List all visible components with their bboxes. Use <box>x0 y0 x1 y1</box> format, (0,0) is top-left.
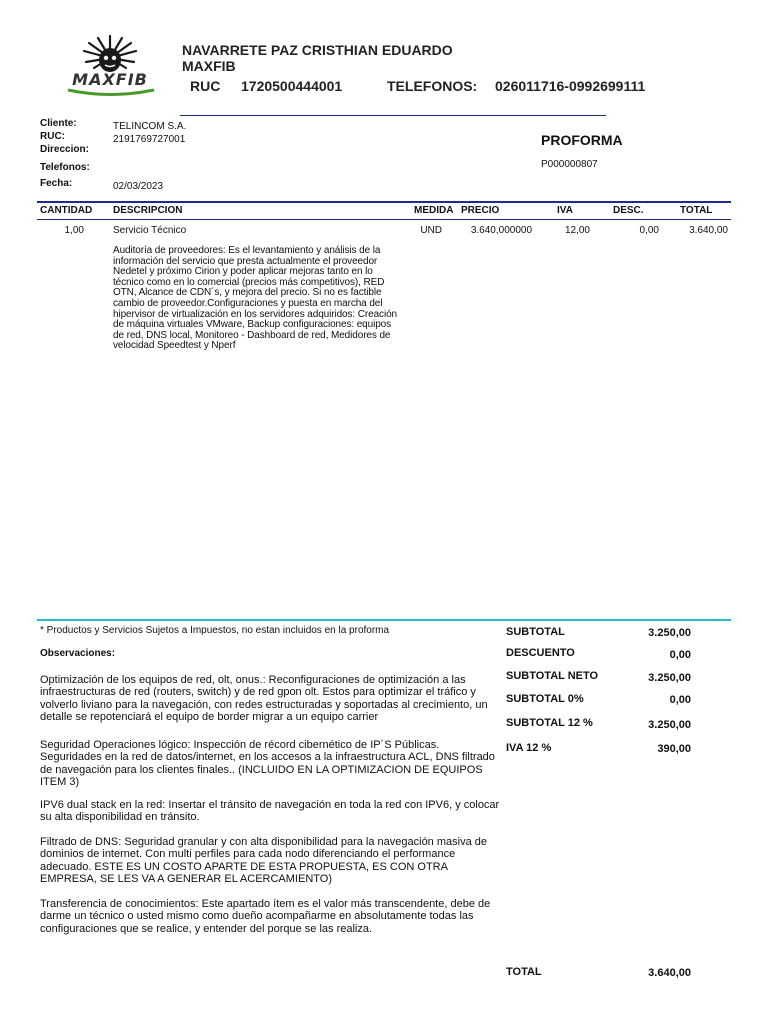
document-title: PROFORMA <box>541 132 623 148</box>
ruc-client-label: RUC: <box>40 131 65 142</box>
col-precio: PRECIO <box>461 205 500 216</box>
row-total: 3.640,00 <box>689 225 728 236</box>
subtotal-neto-label: SUBTOTAL NETO <box>506 670 599 682</box>
cliente-value: TELINCOM S.A. <box>113 121 187 132</box>
row-medida: UND <box>420 225 442 236</box>
subtotal-0-value: 0,00 <box>669 694 691 706</box>
logo-wordmark: MAXFIB <box>72 70 148 89</box>
col-medida: MEDIDA <box>414 205 454 216</box>
fecha-value: 02/03/2023 <box>113 181 164 192</box>
ruc-label: RUC <box>190 78 221 94</box>
ruc-client-value: 2191769727001 <box>113 134 186 145</box>
ruc-value: 1720500444001 <box>241 78 343 94</box>
footer-rule <box>37 619 731 621</box>
observacion-1: Optimización de los equipos de red, olt, onus.: Reconfiguraciones de optimización a las infraestructuras de red (routers, switch) y de red gpon olt. Estos para optimizar el tráfico y volverlo liviano para la navegación, con redes estructuradas y soportadas al crecimiento, un detalle se repotenciará el equipo de border migrar a un equipo carrier <box>40 674 488 724</box>
subtotal-12-value: 3.250,00 <box>648 719 691 731</box>
col-total: TOTAL <box>680 205 713 216</box>
col-descripcion: DESCRIPCION <box>113 205 183 216</box>
row-detail-text: Auditoría de proveedores: Es el levantamiento y análisis de la información del servicio que presta actualmente el proveedor Nedetel y próximo Cirion y poder aplicar mejoras tanto en lo técnico como en lo comercial (precios más competitivos), RED OTN, Alcance de CDN´s, y mejora del precio. Si no es factible cambio de proveedor.Configuraciones y puesta en marcha del hipervisor de virtualización en los servidores adquiridos: Creación de máquina virtuales VMware, Backup configuraciones: equipos de red, DNS local, Monitoreo - Dashboard de red, Medidores de velocidad Speedtest y Nperf <box>113 245 397 352</box>
table-header-rule <box>37 219 731 220</box>
observacion-3: IPV6 dual stack en la red: Insertar el tránsito de navegación en toda la red con IPV6, y colocar su alta disponibilidad en tránsito. <box>40 799 500 824</box>
logo-swoosh-icon <box>66 87 156 97</box>
row-cantidad: 1,00 <box>64 225 84 236</box>
descuento-label: DESCUENTO <box>506 647 575 659</box>
subtotal-0-label: SUBTOTAL 0% <box>506 693 584 705</box>
observacion-5: Transferencia de conocimientos: Este apartado ítem es el valor más transcendente, debe de darme un técnico o usted mismo como dueño acompañarme en absolutamente todas las configuraciones que se realice, y entender del porque se las realiza. <box>40 898 491 935</box>
phones-label: TELEFONOS: <box>387 78 478 94</box>
row-descripcion: Servicio Técnico <box>113 225 187 236</box>
row-desc: 0,00 <box>639 225 659 236</box>
direccion-label: Direccion: <box>40 144 89 155</box>
document-number: P000000807 <box>541 159 598 170</box>
subtotal-12-label: SUBTOTAL 12 % <box>506 717 593 729</box>
iva-value: 390,00 <box>657 743 691 755</box>
observaciones-label: Observaciones: <box>40 648 116 659</box>
total-label: TOTAL <box>506 966 542 978</box>
tax-note: * Productos y Servicios Sujetos a Impuestos, no estan incluidos en la proforma <box>40 625 390 636</box>
iva-label: IVA 12 % <box>506 742 552 754</box>
company-name: MAXFIB <box>182 58 236 74</box>
header-divider <box>180 115 606 116</box>
owner-name: NAVARRETE PAZ CRISTHIAN EDUARDO <box>182 42 453 58</box>
subtotal-label: SUBTOTAL <box>506 626 565 638</box>
cliente-label: Cliente: <box>40 118 77 129</box>
observacion-2: Seguridad Operaciones lógico: Inspección de récord cibernético de IP´S Públicas. Seguridades en la red de datos/internet, en los accesos a la infraestructura ACL, DNS filtrado de navegación para los clientes finales.. (INCLUIDO EN LA OPTIMIZACION DE EQUIPOS ITEM 3) <box>40 739 495 789</box>
col-iva: IVA <box>557 205 573 216</box>
descuento-value: 0,00 <box>669 649 691 661</box>
telefonos-label: Telefonos: <box>40 162 90 173</box>
total-value: 3.640,00 <box>648 967 691 979</box>
fecha-label: Fecha: <box>40 178 73 189</box>
observacion-4: Filtrado de DNS: Seguridad granular y con alta disponibilidad para la navegación masiva de dominios de internet. Con multi perfiles para cada nodo diferenciando el performance adecuado. ESTE ES UN COSTO APARTE DE ESTA PROPUESTA, ES CON OTRA EMPRESA, SE LES VA A GENERAR EL ACERCAMIENTO) <box>40 836 487 886</box>
phones-value: 026011716-0992699111 <box>495 78 646 94</box>
col-cantidad: CANTIDAD <box>40 205 93 216</box>
table-top-rule <box>37 201 731 203</box>
row-precio: 3.640,000000 <box>470 225 532 236</box>
row-iva: 12,00 <box>564 225 590 236</box>
subtotal-neto-value: 3.250,00 <box>648 672 691 684</box>
col-desc: DESC. <box>613 205 644 216</box>
subtotal-value: 3.250,00 <box>648 627 691 639</box>
